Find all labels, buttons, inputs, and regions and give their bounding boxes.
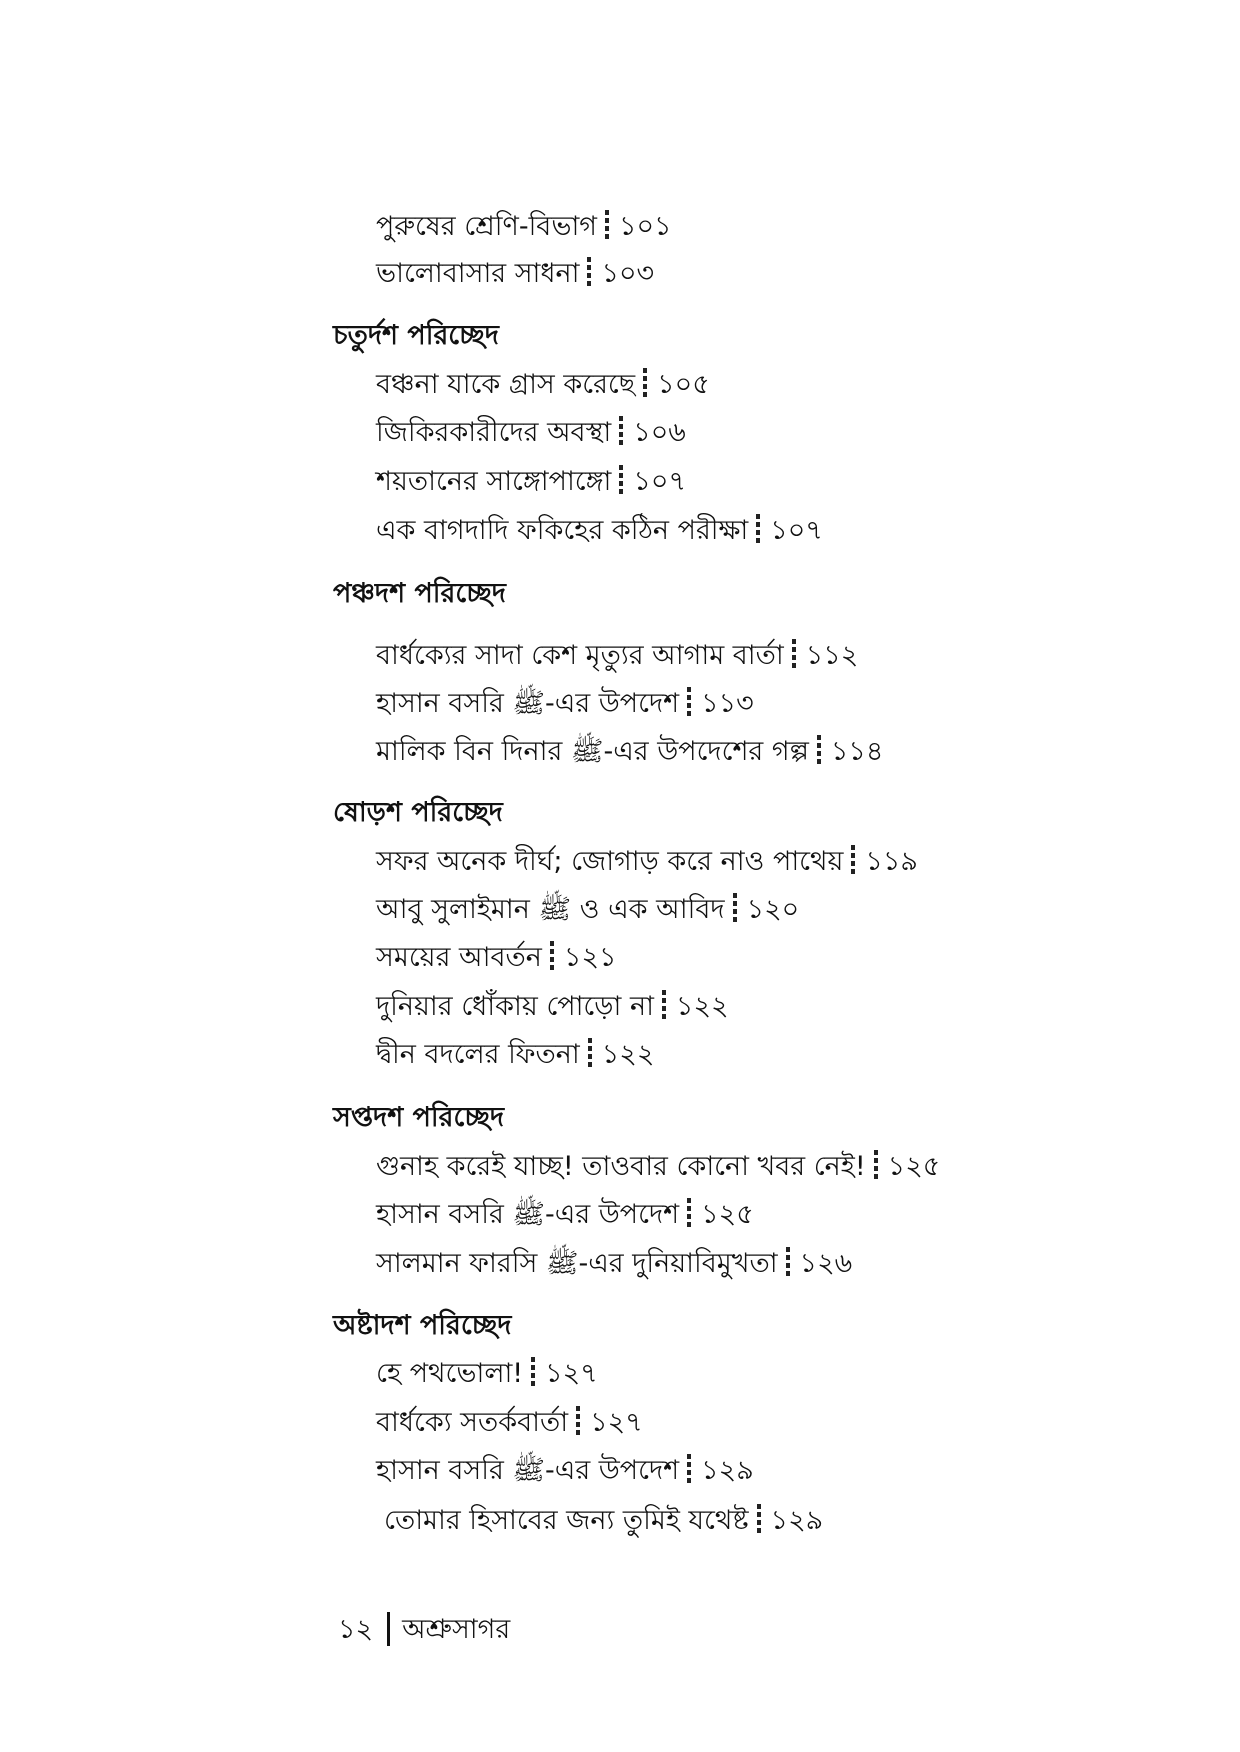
entry-page: ১০৭ (770, 515, 823, 546)
toc-entry (376, 254, 654, 294)
footer-divider (387, 1612, 390, 1646)
entry-page: ১১৪ (830, 736, 884, 767)
entry-title: হে পথভোলা! (376, 1358, 524, 1389)
toc-entry (376, 1451, 754, 1491)
dotted-separator (756, 514, 760, 544)
toc-entry (376, 732, 883, 772)
entry-page: ১২৭ (590, 1407, 643, 1438)
entry-title: বার্ধক্যে সতর্কবার্তা (376, 1407, 569, 1438)
dotted-separator (817, 735, 821, 765)
entry-page: ১০৭ (633, 466, 687, 497)
entry-title: তোমার হিসাবের জন্য তুমিই যথেষ্ট (384, 1505, 749, 1536)
entry-title: হাসান বসরি ﷺ-এর উপদেশ (376, 1199, 680, 1230)
dotted-separator (587, 257, 591, 287)
entry-title: আবু সুলাইমান ﷺ ও এক আবিদ (376, 894, 725, 925)
dotted-separator (662, 990, 666, 1020)
entry-title: এক বাগদাদি ফকিহের কঠিন পরীক্ষা (376, 515, 749, 546)
entry-title: দুনিয়ার ধোঁকায় পোড়ো না (376, 991, 654, 1022)
toc-entry (376, 1244, 852, 1284)
entry-page: ১২৭ (545, 1358, 598, 1389)
entry-title: মালিক বিন দিনার ﷺ-এর উপদেশের গল্প (376, 736, 809, 767)
dotted-separator (605, 210, 609, 240)
toc-entry (376, 1403, 643, 1443)
entry-title: বঞ্চনা যাকে গ্রাস করেছে (376, 369, 636, 400)
dotted-separator (733, 893, 737, 923)
toc-entry (384, 1501, 823, 1541)
toc-entry (376, 636, 858, 676)
entry-page: ১০৬ (633, 417, 686, 448)
toc-entry (376, 890, 799, 930)
entry-page: ১২০ (746, 894, 800, 925)
entry-title: সফর অনেক দীর্ঘ; জোগাড় করে নাও পাথেয় (376, 846, 844, 877)
toc-entry (376, 938, 617, 978)
dotted-separator (531, 1357, 535, 1387)
entry-page: ১২৬ (799, 1248, 853, 1279)
toc-entry (376, 842, 918, 882)
entry-page: ১২১ (563, 942, 617, 973)
toc-entry (376, 684, 754, 724)
toc-entry (376, 1035, 654, 1075)
dotted-separator (588, 1038, 592, 1068)
entry-page: ১০৫ (657, 369, 710, 400)
entry-page: ১২৯ (770, 1505, 824, 1536)
dotted-separator (757, 1504, 761, 1534)
dotted-separator (687, 687, 691, 717)
dotted-separator (851, 845, 855, 875)
footer-page-number: ১২ (338, 1614, 374, 1645)
entry-page: ১১৩ (701, 688, 754, 719)
entry-title: ভালোবাসার সাধনা (376, 258, 580, 289)
dotted-separator (619, 465, 623, 495)
toc-entry (376, 511, 823, 551)
entry-page: ১১২ (805, 640, 859, 671)
chapter-heading: পঞ্চদশ পরিচ্ছেদ (333, 578, 506, 609)
dotted-separator (687, 1454, 691, 1484)
toc-entry (376, 207, 672, 247)
entry-page: ১২৫ (887, 1151, 941, 1182)
entry-page: ১২২ (675, 991, 729, 1022)
entry-title: সালমান ফারসি ﷺ-এর দুনিয়াবিমুখতা (376, 1248, 778, 1279)
toc-entry (376, 462, 686, 502)
dotted-separator (643, 368, 647, 398)
entry-title: দ্বীন বদলের ফিতনা (376, 1039, 580, 1070)
chapter-heading: অষ্টাদশ পরিচ্ছেদ (333, 1310, 512, 1341)
entry-page: ১২২ (601, 1039, 655, 1070)
entry-title: শয়তানের সাঙ্গোপাঙ্গো (376, 466, 612, 497)
dotted-separator (786, 1247, 790, 1277)
entry-title: সময়ের আবর্তন (376, 942, 542, 973)
dotted-separator (792, 639, 796, 669)
toc-entry (376, 987, 729, 1027)
page-footer (338, 1610, 510, 1650)
toc-entry (376, 1195, 754, 1235)
entry-page: ১১৯ (865, 846, 918, 877)
toc-entry (376, 365, 710, 405)
toc-entry (376, 1354, 598, 1394)
footer-book-title: অশ্রুসাগর (402, 1614, 511, 1645)
dotted-separator (576, 1406, 580, 1436)
entry-title: বার্ধক্যের সাদা কেশ মৃত্যুর আগাম বার্তা (376, 640, 784, 671)
entry-page: ১২৫ (701, 1199, 754, 1230)
dotted-separator (874, 1150, 878, 1180)
entry-page: ১০১ (618, 211, 672, 242)
entry-title: গুনাহ করেই যাচ্ছ! তাওবার কোনো খবর নেই! (376, 1151, 866, 1182)
dotted-separator (550, 941, 554, 971)
toc-entry (376, 413, 686, 453)
entry-title: হাসান বসরি ﷺ-এর উপদেশ (376, 1455, 680, 1486)
chapter-heading: চতুর্দশ পরিচ্ছেদ (333, 320, 499, 351)
toc-entry (376, 1147, 940, 1187)
entry-title: জিকিরকারীদের অবস্থা (376, 417, 612, 448)
entry-title: হাসান বসরি ﷺ-এর উপদেশ (376, 688, 680, 719)
chapter-heading: সপ্তদশ পরিচ্ছেদ (333, 1102, 505, 1133)
dotted-separator (687, 1198, 691, 1228)
entry-title: পুরুষের শ্রেণি-বিভাগ (376, 211, 597, 242)
chapter-heading: ষোড়শ পরিচ্ছেদ (333, 797, 503, 828)
dotted-separator (619, 416, 623, 446)
entry-page: ১২৯ (701, 1455, 754, 1486)
entry-page: ১০৩ (601, 258, 655, 289)
